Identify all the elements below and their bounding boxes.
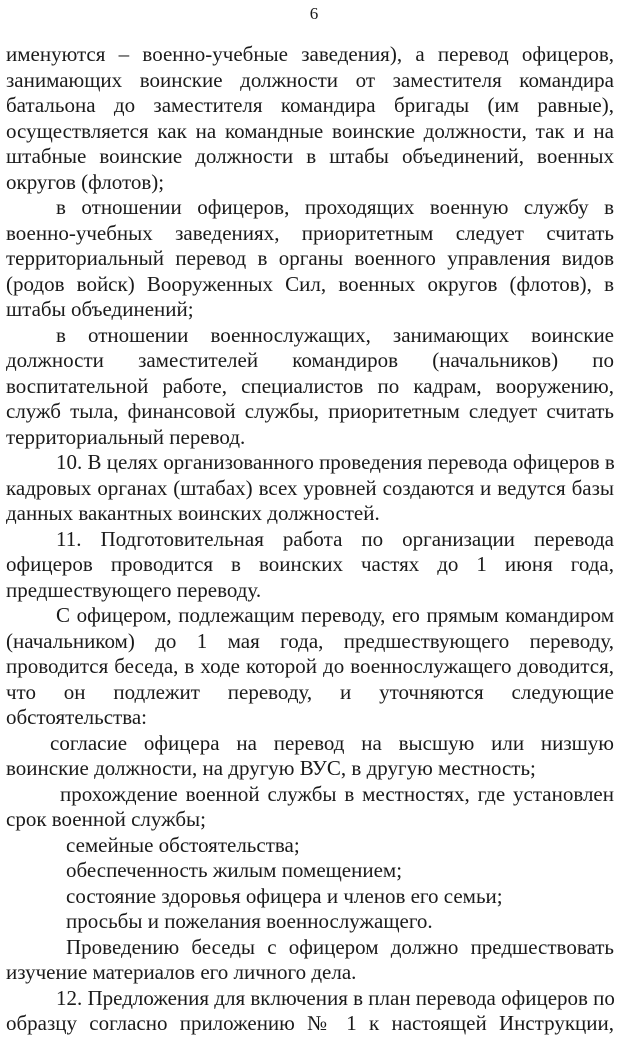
text-line: территориальный перевод в органы военного управления видов — [6, 246, 614, 270]
text-line: изучение материалов его личного дела. — [6, 960, 357, 984]
text-line: территориальный перевод. — [6, 424, 246, 449]
text-line: состояние здоровья офицера и членов его семьи; — [66, 883, 503, 908]
text-line: кадровых органах (штабах) всех уровней создаются и ведутся базы — [6, 475, 614, 500]
text-line: 11. Подготовительная работа по организации перевода — [56, 526, 614, 551]
text-line: 12. Предложения для включения в план перевода офицеров по — [56, 985, 615, 1010]
text-line: данных вакантных воинских должностей. — [6, 501, 380, 525]
text-line: обеспеченность жилым помещением; — [66, 858, 403, 882]
text-line: штабы объединений; — [6, 297, 194, 321]
text-line: штабные воинские должности в штабы объединений, военных — [6, 144, 614, 168]
text-line: в отношении офицеров, проходящих военную службу в — [56, 195, 614, 219]
text-line: предшествующего переводу. — [6, 577, 262, 602]
text-line: воинские должности, на другую ВУС, в другую местность; — [6, 756, 536, 780]
text-line: семейные обстоятельства; — [66, 832, 300, 857]
text-line: офицеров проводится в воинских частях до 1 июня года, — [6, 552, 614, 576]
text-line: (родов войск) Вооруженных Сил, военных округов (флотов), в — [6, 271, 614, 296]
text-line: воспитательной работе, специалистов по кадрам, вооружению, — [6, 373, 614, 398]
text-line: (начальником) до 1 мая года, предшествующего переводу, — [6, 628, 614, 653]
text-line: образцу согласно приложению № 1 к настоящей Инструкции, — [6, 1011, 614, 1035]
text-line: осуществляется как на командные воинские должности, так и на — [6, 118, 614, 143]
text-line: должности заместителей командиров (начальников) по — [6, 348, 614, 372]
text-line: прохождение военной службы в местностях, где установлен — [60, 781, 614, 806]
text-line: округов (флотов); — [6, 169, 165, 194]
text-line: военно-учебных заведениях, приоритетным следует считать — [6, 220, 614, 245]
text-line: в отношении военнослужащих, занимающих воинские — [56, 322, 614, 347]
text-line: согласие офицера на перевод на высшую или низшую — [50, 730, 614, 755]
text-line: просьбы и пожелания военнослужащего. — [66, 909, 433, 933]
text-line: занимающих воинские должности от заместителя командира — [6, 67, 614, 92]
text-line: что он подлежит переводу, и уточняются следующие — [6, 679, 614, 704]
text-line: С офицером, подлежащим переводу, его прямым командиром — [56, 603, 614, 627]
page-number: 6 — [309, 4, 319, 23]
text-line: обстоятельства: — [6, 705, 148, 729]
text-line: батальона до заместителя командира бригады (им равные), — [6, 93, 614, 117]
text-line: проводится беседа, в ходе которой до военнослужащего доводится, — [6, 654, 614, 678]
text-line: именуются – военно-учебные заведения), а перевод офицеров, — [6, 42, 614, 66]
text-line: 10. В целях организованного проведения перевода офицеров в — [56, 450, 615, 474]
text-line: Проведению беседы с офицером должно предшествовать — [66, 934, 614, 959]
text-line: служб тыла, финансовой службы, приоритетным следует считать — [6, 399, 614, 423]
text-line: срок военной службы; — [6, 807, 206, 831]
